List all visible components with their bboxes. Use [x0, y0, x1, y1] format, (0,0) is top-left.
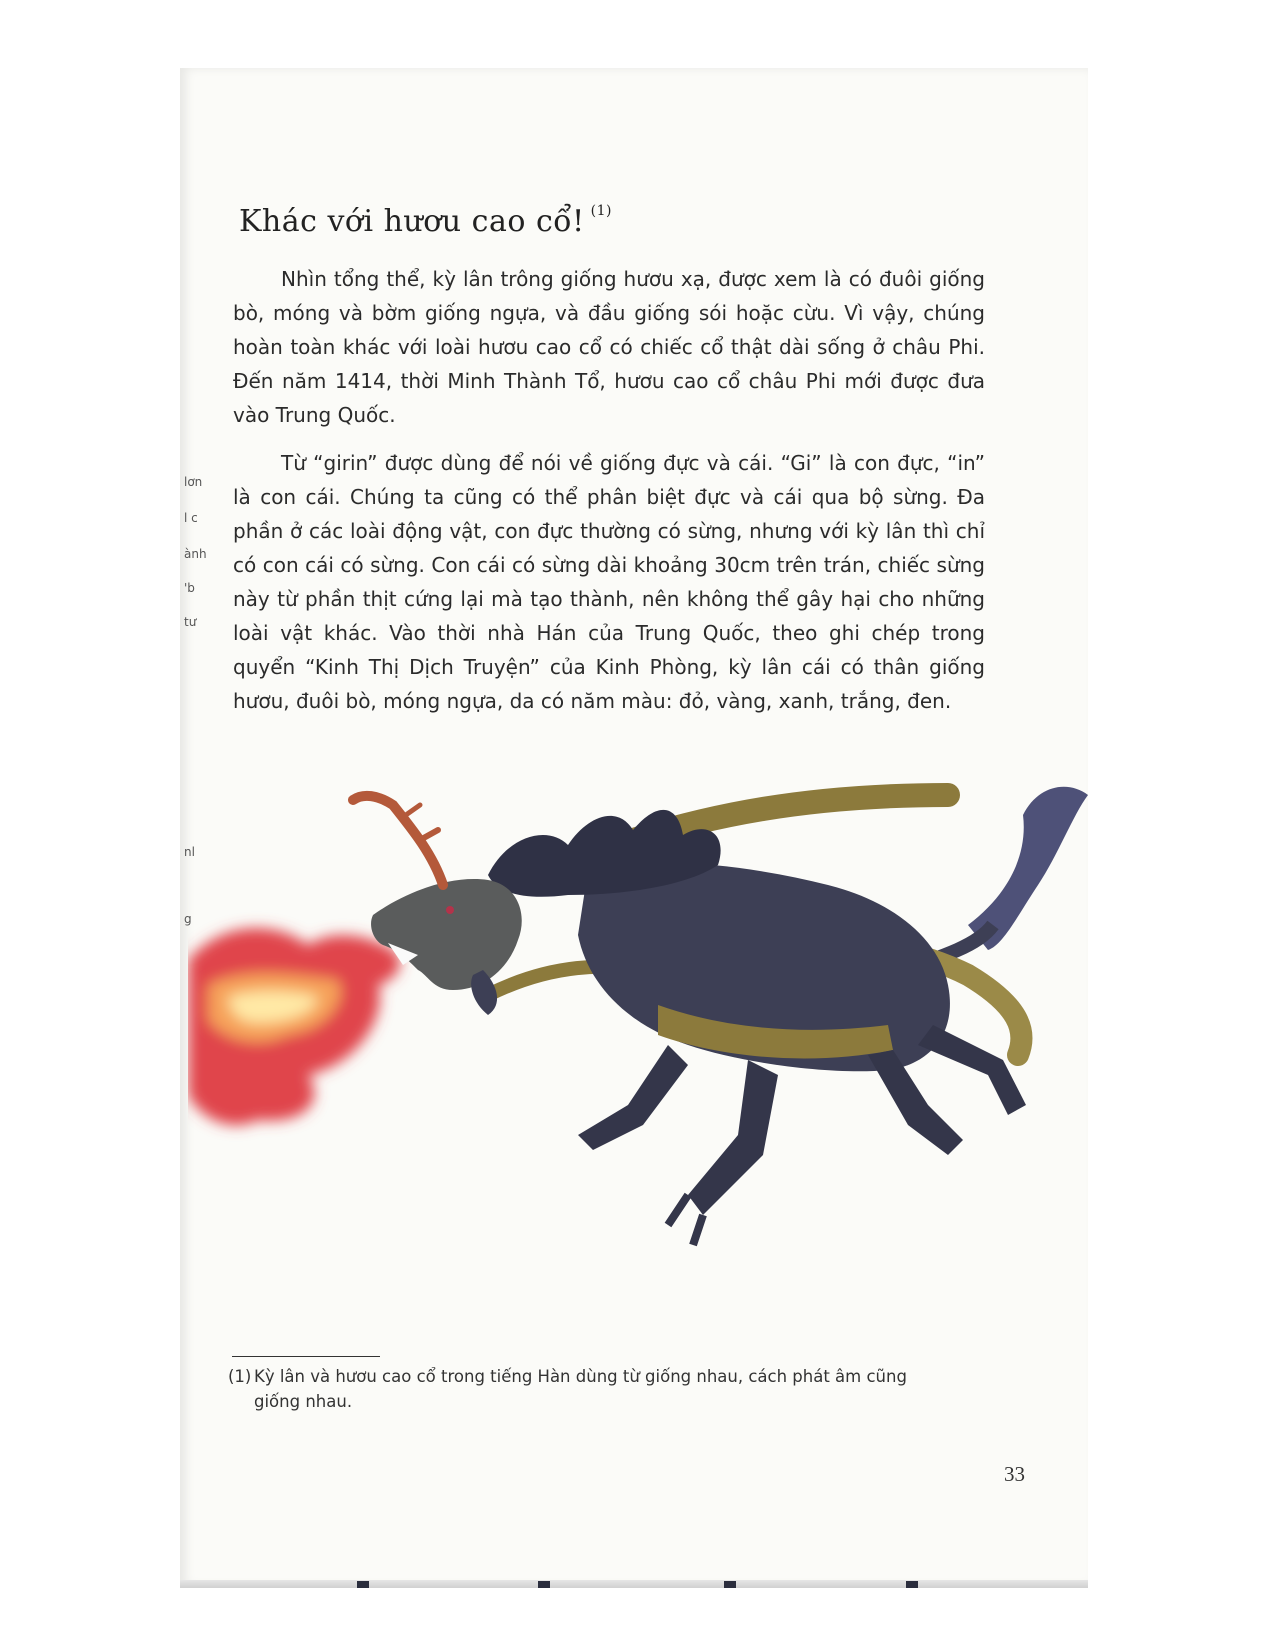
qilin-body	[578, 863, 1026, 1245]
left-page-fragment: l c	[184, 511, 198, 525]
section-heading	[239, 204, 612, 239]
body-text	[233, 262, 985, 732]
flame-breath	[188, 928, 400, 1125]
paragraph: Từ “girin” được dùng để nói về giống đực và cái. “Gi” là con đực, “in” là con cái. Chúng ta cũng có thể phân biệt đực và cái qua bộ sừng. Đa phần ở các loài động vật, con đực thường có sừng, nhưng với kỳ lân thì chỉ có con cái có sừng. Con cái có sừng dài khoảng 30cm trên trán, chiếc sừng này từ phần thịt cứng lại mà tạo thành, nên không thể gây hại cho những loài vật khác. Vào thời nhà Hán của Trung Quốc, theo ghi chép trong quyển “Kinh Thị Dịch Truyện” của Kinh Phòng, kỳ lân cái có thân giống hươu, đuôi bò, móng ngựa, da có năm màu: đỏ, vàng, xanh, trắng, đen.	[233, 451, 985, 713]
page-number: 33	[1004, 1462, 1025, 1486]
footnote-text: giống nhau.	[254, 1392, 353, 1411]
footnote-text: Kỳ lân và hươu cao cổ trong tiếng Hàn dùng từ giống nhau, cách phát âm cũng	[254, 1367, 907, 1386]
footnote	[228, 1364, 988, 1414]
binding-mark	[724, 1581, 736, 1588]
qilin-illustration	[188, 775, 1088, 1295]
footnote-divider	[232, 1356, 380, 1357]
bottom-page-edge	[180, 1580, 1088, 1588]
left-page-fragment: tư	[184, 615, 197, 629]
left-page-fragment: nl	[184, 845, 195, 859]
paragraph: Nhìn tổng thể, kỳ lân trông giống hươu xạ, được xem là có đuôi giống bò, móng và bờm giống ngựa, và đầu giống sói hoặc cừu. Vì vậy, chúng hoàn toàn khác với loài hươu cao cổ có chiếc cổ thật dài sống ở châu Phi. Đến năm 1414, thời Minh Thành Tổ, hươu cao cổ châu Phi mới được đưa vào Trung Quốc.	[233, 267, 985, 427]
left-page-fragment: 'b	[184, 581, 195, 595]
binding-mark	[538, 1581, 550, 1588]
left-page-fragment: lơn	[184, 475, 203, 489]
left-page-fragment: g	[184, 912, 192, 926]
horn	[353, 796, 443, 885]
binding-mark	[357, 1581, 369, 1588]
left-page-fragment: ành	[184, 547, 207, 561]
footnote-reference: (1)	[590, 203, 612, 219]
footnote-number: (1)	[228, 1367, 252, 1386]
binding-mark	[906, 1581, 918, 1588]
section-heading-text: Khác với hươu cao cổ!	[239, 204, 585, 239]
